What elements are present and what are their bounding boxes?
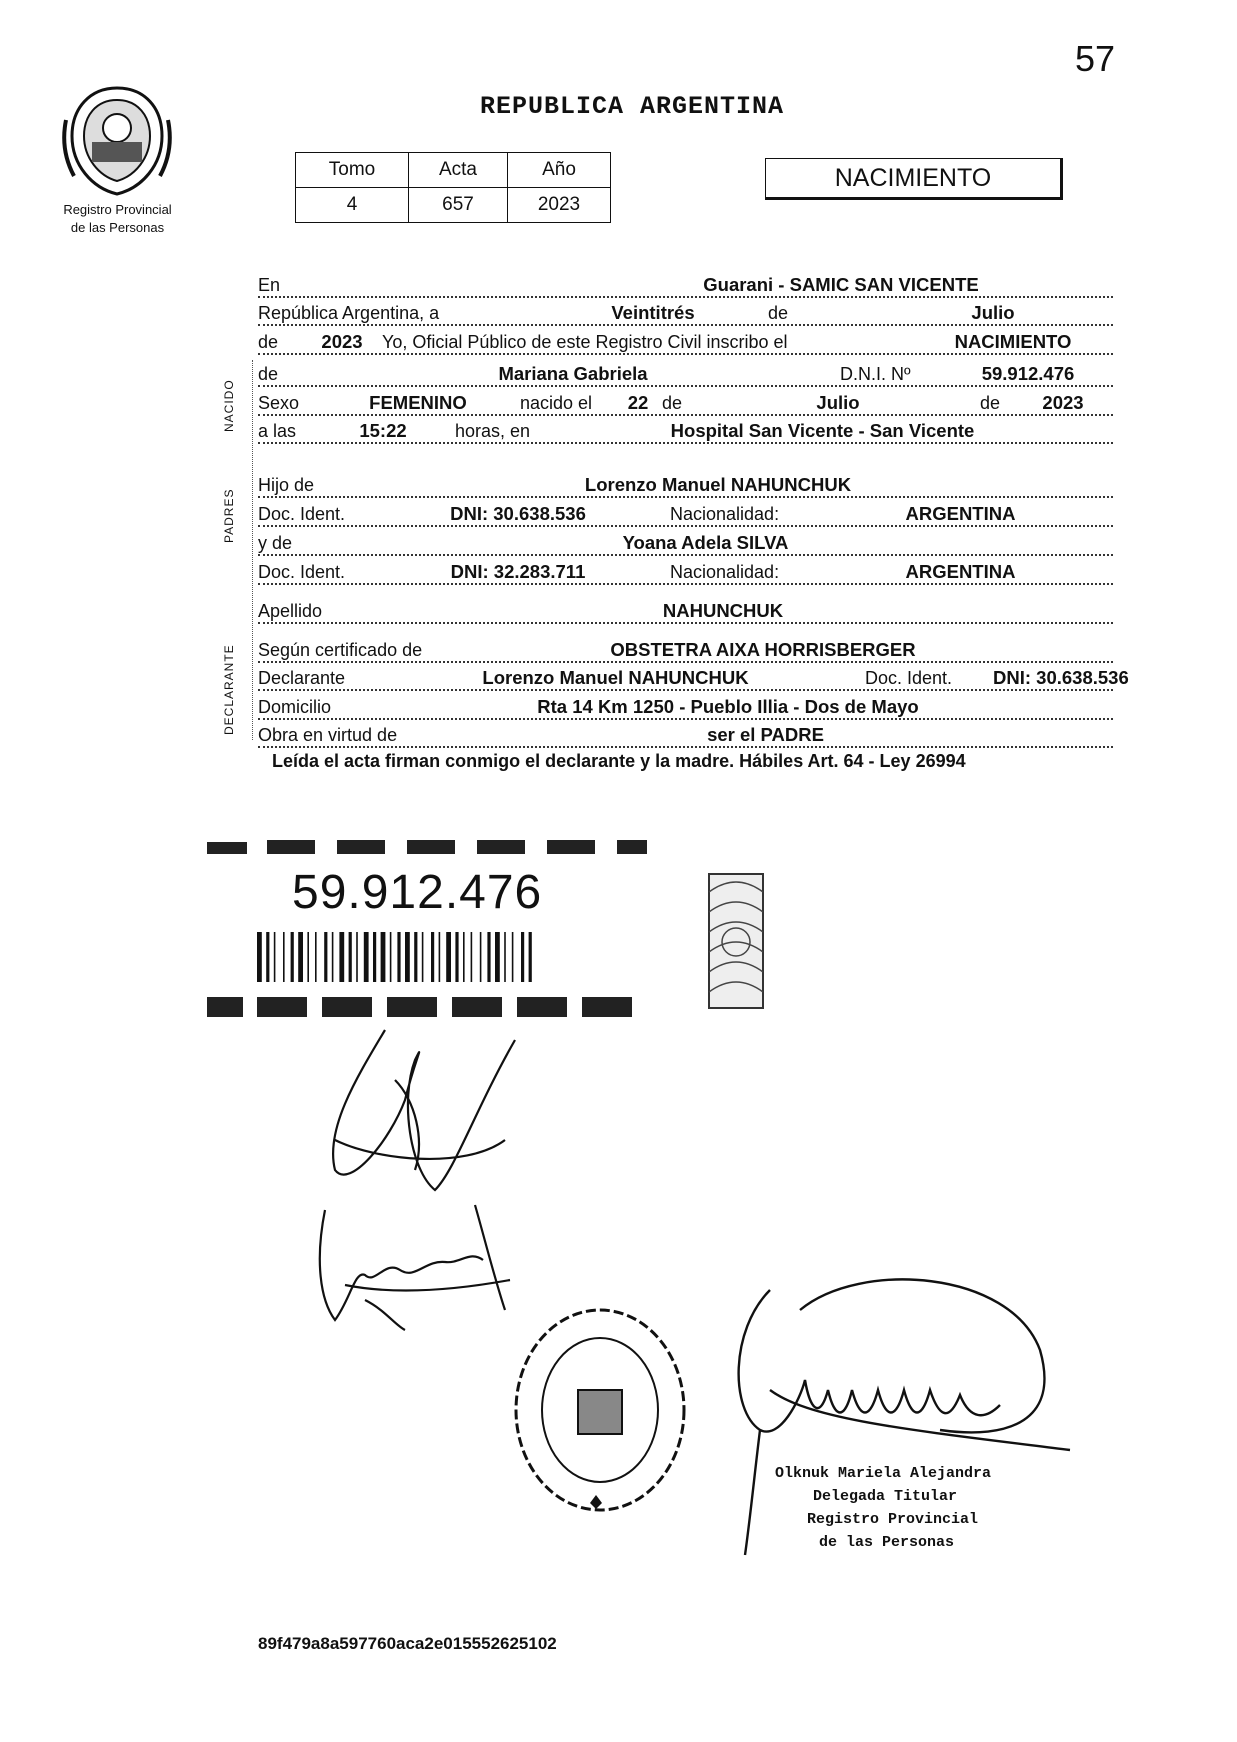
section-divider [252,360,253,740]
registry-name-line1: Registro Provincial [63,202,172,217]
field-value-republica-3: Julio [971,302,1015,323]
section-label-nacido: NACIDO [222,379,236,432]
legal-note: Leída el acta firman conmigo el declarante y la madre. Hábiles Art. 64 - Ley 26994 [272,751,966,771]
field-label-hijo-0: Hijo de [258,475,318,496]
field-label-doc-madre-2: Nacionalidad: [670,562,783,583]
field-value-doc-padre-1: DNI: 30.638.536 [450,503,586,524]
form-line-hijo [258,472,1113,498]
dni-sticker-pattern-icon [207,832,657,1020]
field-label-de-anio-2: Yo, Oficial Público de este Registro Civil inscribo el [382,332,792,353]
field-label-apellido-0: Apellido [258,601,326,622]
field-label-domicilio-0: Domicilio [258,697,335,718]
form-line-doc-padre [258,501,1113,527]
field-label-en-0: En [258,275,284,296]
field-value-republica-1: Veintitrés [611,302,695,323]
field-label-nombre-2: D.N.I. Nº [840,364,915,385]
acta-value: 657 [409,188,508,223]
field-label-hora-2: horas, en [455,421,534,442]
declarant-signature-icon [315,1020,530,1200]
field-label-declarante-2: Doc. Ident. [865,668,956,689]
form-line-doc-madre [258,559,1113,585]
field-label-republica-2: de [768,303,792,324]
official-stamp-icon [510,1305,690,1515]
field-value-nombre-1: Mariana Gabriela [498,363,648,384]
form-line-sexo [258,390,1113,416]
field-value-de-anio-1: 2023 [321,331,363,352]
page-number: 57 [1075,38,1116,79]
anio-header: Año [508,153,611,188]
field-value-certificado-1: OBSTETRA AIXA HORRISBERGER [610,639,916,660]
field-label-sexo-4: de [662,393,686,414]
document-title: REPUBLICA ARGENTINA [480,92,785,121]
signer-org-line1: Registro Provincial [807,1511,979,1528]
field-label-declarante-0: Declarante [258,668,349,689]
field-value-declarante-1: Lorenzo Manuel NAHUNCHUK [482,667,749,688]
field-label-de-anio-0: de [258,332,282,353]
section-label-declarante: DECLARANTE [222,644,236,735]
signer-org-line2: de las Personas [819,1534,955,1551]
dni-sticker-number: 59.912.476 [292,866,543,919]
section-label-padres: PADRES [222,488,236,543]
form-line-de-anio [258,329,1113,355]
field-value-sexo-1: FEMENINO [369,392,467,413]
field-value-sexo-5: Julio [816,392,860,413]
field-value-domicilio-1: Rta 14 Km 1250 - Pueblo Illia - Dos de Mayo [537,696,919,717]
document-hash: 89f479a8a597760aca2e015552625102 [258,1634,557,1653]
field-value-sexo-7: 2023 [1042,392,1084,413]
record-type-box: NACIMIENTO [765,158,1063,200]
field-label-republica-0: República Argentina, a [258,303,443,324]
form-line-obra [258,722,1113,748]
field-value-apellido-1: NAHUNCHUK [662,600,784,621]
anio-value: 2023 [508,188,611,223]
field-value-obra-1: ser el PADRE [707,724,824,745]
tomo-header: Tomo [296,153,409,188]
hologram-icon [707,872,765,1010]
field-label-sexo-2: nacido el [520,393,596,414]
field-label-sexo-0: Sexo [258,393,303,414]
form-line-hora [258,418,1113,444]
record-table [295,152,611,223]
field-label-hora-0: a las [258,421,300,442]
field-value-declarante-3: DNI: 30.638.536 [993,667,1129,688]
field-value-doc-madre-1: DNI: 32.283.711 [450,561,586,582]
province-seal-icon [60,80,175,200]
form-line-nombre [258,361,1113,387]
form-line-republica [258,300,1113,326]
acta-header: Acta [409,153,508,188]
form-line-apellido [258,598,1113,624]
field-value-madre-1: Yoana Adela SILVA [622,532,789,553]
field-label-obra-0: Obra en virtud de [258,725,401,746]
dni-sticker [207,832,657,1020]
field-label-certificado-0: Según certificado de [258,640,426,661]
field-value-en-1: Guarani - SAMIC SAN VICENTE [703,274,979,295]
field-label-doc-padre-2: Nacionalidad: [670,504,783,525]
signer-title: Delegada Titular [813,1488,958,1505]
field-label-doc-madre-0: Doc. Ident. [258,562,349,583]
barcode-icon [257,932,532,982]
signer-block [775,1462,991,1554]
field-value-hijo-1: Lorenzo Manuel NAHUNCHUK [584,474,852,495]
field-value-de-anio-3: NACIMIENTO [954,331,1072,352]
field-value-hora-1: 15:22 [359,420,407,441]
field-value-doc-madre-3: ARGENTINA [905,561,1016,582]
official-stamp [510,1305,690,1515]
mother-signature-icon [305,1200,520,1335]
signer-name: Olknuk Mariela Alejandra [775,1465,992,1482]
field-value-doc-padre-3: ARGENTINA [905,503,1016,524]
field-value-hora-3: Hospital San Vicente - San Vicente [670,420,975,441]
tomo-value: 4 [296,188,409,223]
field-label-madre-0: y de [258,533,296,554]
field-label-nombre-0: de [258,364,282,385]
form-line-declarante [258,665,1129,691]
form-line-madre [258,530,1113,556]
field-label-sexo-6: de [980,393,1004,414]
registry-name-line2: de las Personas [70,220,165,235]
form-line-certificado [258,637,1113,663]
field-label-doc-padre-0: Doc. Ident. [258,504,349,525]
form-line-domicilio [258,694,1113,720]
registry-logo [55,80,180,236]
field-value-sexo-3: 22 [627,392,649,413]
form-line-en [258,272,1113,298]
field-value-nombre-3: 59.912.476 [981,363,1075,384]
